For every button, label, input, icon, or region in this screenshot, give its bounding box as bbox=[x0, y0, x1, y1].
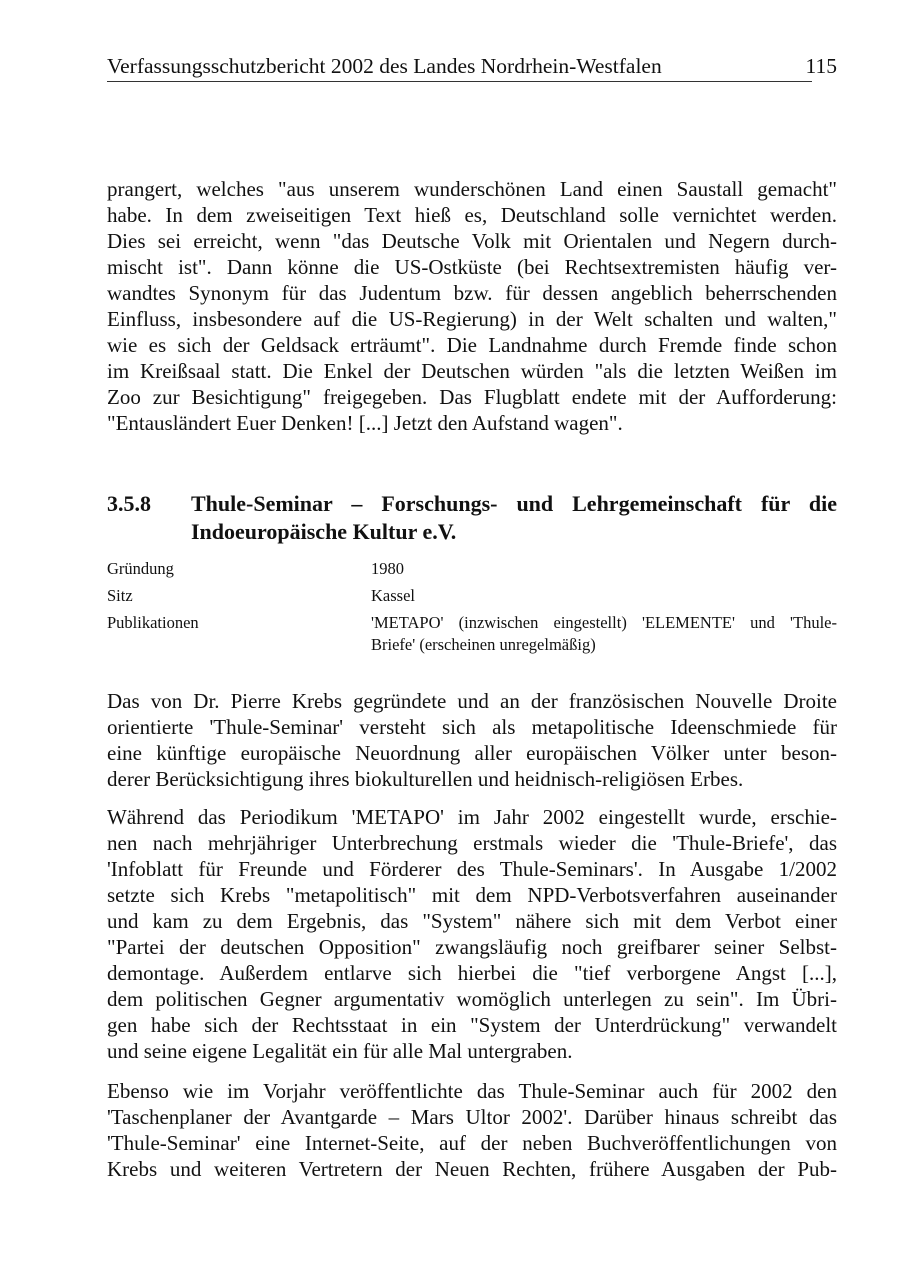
text-line: nen nach mehrjähriger Unterbrechung erstmals wieder die 'Thule-Briefe', das bbox=[107, 831, 837, 855]
fact-value: 1980 bbox=[371, 559, 404, 578]
fact-label: Gründung bbox=[107, 559, 174, 578]
text-line: Das von Dr. Pierre Krebs gegründete und an der französischen Nouvelle Droite bbox=[107, 689, 837, 713]
section-title bbox=[191, 490, 837, 546]
fact-value-line: Briefe' (erscheinen unregelmäßig) bbox=[371, 635, 596, 654]
text-line: prangert, welches "aus unserem wunderschönen Land einen Saustall gemacht" bbox=[107, 177, 837, 201]
text-line: Einfluss, insbesondere auf die US-Regierung) in der Welt schalten und walten," bbox=[107, 307, 837, 331]
text-line: orientierte 'Thule-Seminar' versteht sich als metapolitische Ideenschmiede für bbox=[107, 715, 837, 739]
header-rule bbox=[107, 81, 812, 82]
running-header bbox=[107, 54, 837, 82]
fact-value bbox=[371, 612, 837, 656]
fact-label: Sitz bbox=[107, 586, 133, 605]
text-line: und seine eigene Legalität ein für alle Mal untergraben. bbox=[107, 1039, 573, 1063]
text-line: 'Infoblatt für Freunde und Förderer des Thule-Seminars'. In Ausgabe 1/2002 bbox=[107, 857, 837, 881]
text-line: setzte sich Krebs "metapolitisch" mit dem NPD-Verbotsverfahren auseinander bbox=[107, 883, 837, 907]
fact-value-line: 'METAPO' (inzwischen eingestellt) 'ELEMENTE' und 'Thule- bbox=[371, 613, 837, 632]
section-number: 3.5.8 bbox=[107, 491, 151, 516]
text-line: "Partei der deutschen Opposition" zwangsläufig noch greifbarer seiner Selbst- bbox=[107, 935, 837, 959]
section-title-line: Thule-Seminar – Forschungs- und Lehrgemeinschaft für die bbox=[191, 491, 837, 516]
text-line: 'Thule-Seminar' eine Internet-Seite, auf der neben Buchveröffentlichungen von bbox=[107, 1131, 837, 1155]
text-line: dem politischen Gegner argumentativ womöglich unterlegen zu sein". Im Übri- bbox=[107, 987, 837, 1011]
text-line: wandtes Synonym für das Judentum bzw. für dessen angeblich beherrschenden bbox=[107, 281, 837, 305]
section-title-line: Indoeuropäische Kultur e.V. bbox=[191, 519, 457, 544]
text-line: derer Berücksichtigung ihres biokulturellen und heidnisch-religiösen Erbes. bbox=[107, 767, 744, 791]
fact-label: Publikationen bbox=[107, 613, 199, 632]
fact-row-seat bbox=[107, 585, 837, 612]
text-line: gen habe sich der Rechtsstaat in ein "System der Unterdrückung" verwandelt bbox=[107, 1013, 837, 1037]
text-line: "Entausländert Euer Denken! [...] Jetzt den Aufstand wagen". bbox=[107, 411, 623, 435]
paragraph-1 bbox=[107, 688, 837, 792]
intro-paragraph bbox=[107, 176, 837, 436]
text-line: mischt ist". Dann könne die US-Ostküste (bei Rechtsextremisten häufig ver- bbox=[107, 255, 837, 279]
text-line: 'Taschenplaner der Avantgarde – Mars Ultor 2002'. Darüber hinaus schreibt das bbox=[107, 1105, 837, 1129]
paragraph-3 bbox=[107, 1078, 837, 1182]
fact-row-founding bbox=[107, 558, 837, 585]
text-line: eine künftige europäische Neuordnung aller europäischen Völker unter beson- bbox=[107, 741, 837, 765]
text-line: Dies sei erreicht, wenn "das Deutsche Volk mit Orientalen und Negern durch- bbox=[107, 229, 837, 253]
text-line: wie es sich der Geldsack erträumt". Die Landnahme durch Fremde finde schon bbox=[107, 333, 837, 357]
text-line: Während das Periodikum 'METAPO' im Jahr 2002 eingestellt wurde, erschie- bbox=[107, 805, 837, 829]
fact-value: Kassel bbox=[371, 586, 415, 605]
text-line: habe. In dem zweiseitigen Text hieß es, Deutschland solle vernichtet werden. bbox=[107, 203, 837, 227]
organization-facts bbox=[107, 558, 837, 656]
text-line: im Kreißsaal statt. Die Enkel der Deutschen würden "als die letzten Weißen im bbox=[107, 359, 837, 383]
page-number: 115 bbox=[805, 54, 837, 78]
paragraph-2 bbox=[107, 804, 837, 1064]
text-line: Krebs und weiteren Vertretern der Neuen Rechten, frühere Ausgaben der Pub- bbox=[107, 1157, 837, 1181]
text-line: Zoo zur Besichtigung" freigegeben. Das Flugblatt endete mit der Aufforderung: bbox=[107, 385, 837, 409]
text-line: und kam zu dem Ergebnis, das "System" nähere sich mit dem Verbot einer bbox=[107, 909, 837, 933]
text-line: Ebenso wie im Vorjahr veröffentlichte das Thule-Seminar auch für 2002 den bbox=[107, 1079, 837, 1103]
running-title: Verfassungsschutzbericht 2002 des Landes Nordrhein-Westfalen bbox=[107, 54, 662, 78]
text-line: demontage. Außerdem entlarve sich hierbei die "tief verborgene Angst [...], bbox=[107, 961, 837, 985]
fact-row-publications bbox=[107, 612, 837, 656]
